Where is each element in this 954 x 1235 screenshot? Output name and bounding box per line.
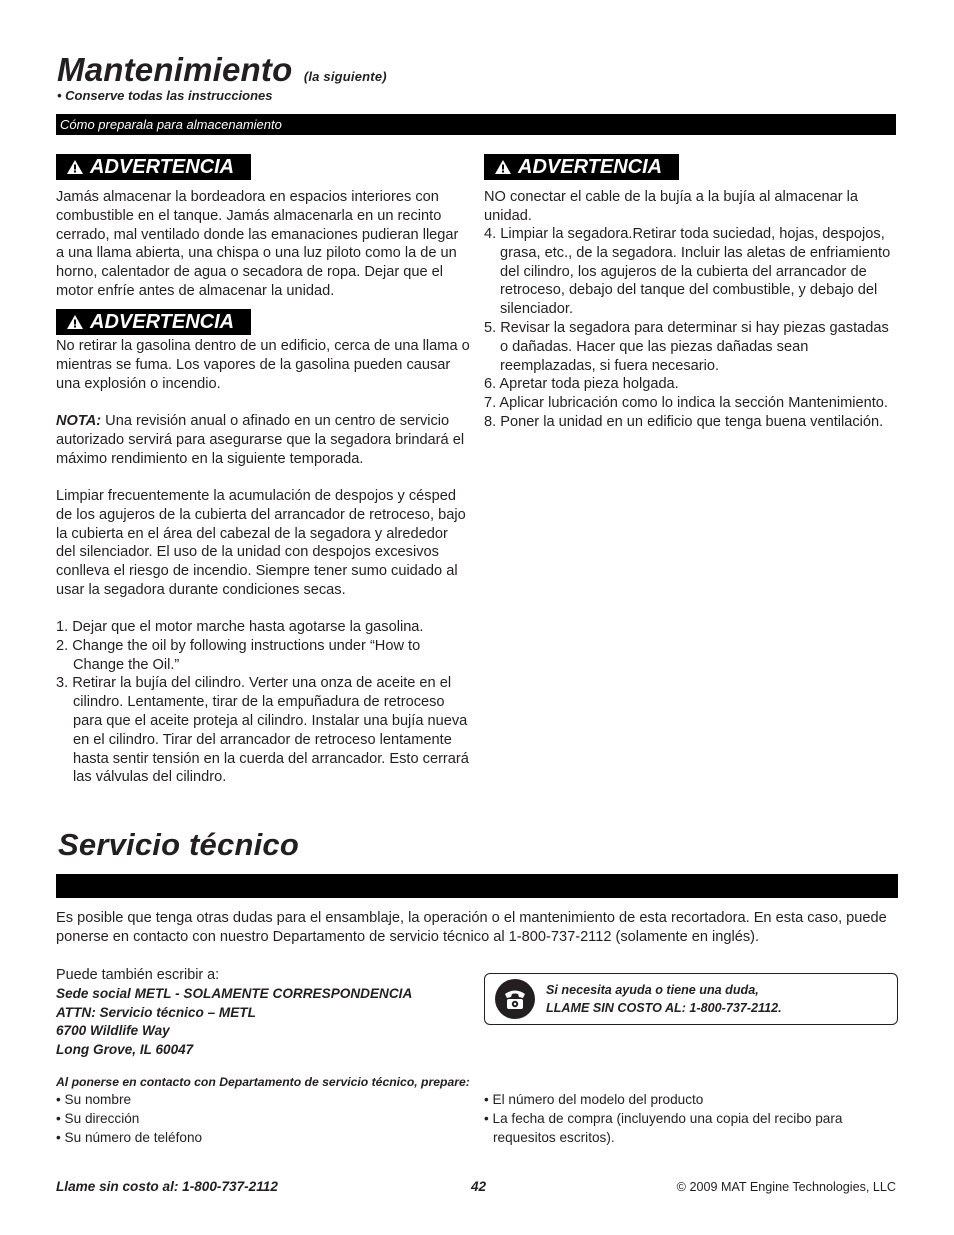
warning-label: ADVERTENCIA [518,156,663,178]
address-line: Long Grove, IL 60047 [56,1042,194,1058]
note [56,412,470,468]
address-block [56,966,466,1060]
prepare-list-left [56,1091,466,1147]
service-intro: Es posible que tenga otras dudas para el ensamblaje, la operación o el mantenimiento de esta recortadora. En esta caso, puede ponerse en contacto con nuestro Departamento de servicio técnico al 1-800-737-2112 (solamente en inglés). [56,910,887,945]
right-steps-list [484,225,894,432]
warning-banner-2 [56,309,251,335]
help-callout [484,973,898,1025]
page-number: 42 [471,1179,487,1194]
warning-triangle-icon [66,314,84,330]
address-line: 6700 Wildlife Way [56,1023,170,1039]
list-item: 1. Dejar que el motor marche hasta agotarse la gasolina. [56,619,424,635]
list-item: 5. Revisar la segadora para determinar si hay piezas gastadas o dañadas. Hacer que las piezas dañadas sean reemplazadas, si fuera necesario. [484,319,889,374]
warning2-text: No retirar la gasolina dentro de un edificio, cerca de una llama o mientras se fuma. Los vapores de la gasolina pueden causar una explosión o incendio. [56,338,470,392]
warning3-text: NO conectar el cable de la bujía a la bujía al almacenar la unidad. [484,189,858,224]
list-item: • El número del modelo del producto [484,1092,704,1107]
callout-line-2: LLAME SIN COSTO AL: 1-800-737-2112. [546,1001,782,1015]
page-title-text: Mantenimiento [57,51,293,88]
page-title-suffix: (la siguiente) [303,69,387,84]
warning-label: ADVERTENCIA [90,311,235,333]
telephone-icon [495,979,535,1019]
subtitle: • Conserve todas las instrucciones [57,88,273,103]
address-line: ATTN: Servicio técnico – METL [56,1004,256,1020]
prepare-heading: Al ponerse en contacto con Departamento de servicio técnico, prepare: [56,1075,470,1089]
left-steps-list [56,618,470,787]
list-item: 2. Change the oil by following instructions under “How to Change the Oil.” [56,637,421,673]
service-title: Servicio técnico [58,827,299,862]
service-bar [56,874,898,898]
list-item: 8. Poner la unidad en un edificio que tenga buena ventilación. [484,413,884,430]
note-text: Una revisión anual o afinado en un centro de servicio autorizado servirá para asegurarse que la segadora brindará el máximo rendimiento en la siguiente temporada. [56,413,465,467]
footer-phone: Llame sin costo al: 1-800-737-2112 [56,1179,278,1194]
warning-triangle-icon [494,159,512,175]
warning-triangle-icon [66,159,84,175]
address-line: Sede social METL - SOLAMENTE CORRESPONDENCIA [56,985,413,1001]
callout-line-1: Si necesita ayuda o tiene una duda, [546,983,759,997]
maintenance-paragraph: Limpiar frecuentemente la acumulación de despojos y césped de los agujeros de la cubierta del arrancador de retroceso, bajo la cubierta en el área del cabezal de la segadora y alrededor del silenciador. El uso de la unidad con despojos excesivos conlleva el riesgo de incendio. Siempre tener sumo cuidado al usar la segadora durante condiciones secas. [56,488,466,598]
list-item: 6. Apretar toda pieza holgada. [484,376,679,393]
warning-label: ADVERTENCIA [90,156,235,178]
callout-text [546,981,782,1017]
prepare-list-right [484,1091,894,1147]
list-item: • La fecha de compra (incluyendo una copia del recibo para requesitos escritos). [484,1110,843,1145]
warning1-text: Jamás almacenar la bordeadora en espacios interiores con combustible en el tanque. Jamás almacenarla en un recinto cerrado, mal ventilado donde las emanaciones pudieran llegar a una llama abierta, una chispa o una luz piloto como la de un horno, calentador de agua o secadora de ropa. Dejar que el motor enfríe antes de almacenar la unidad. [56,189,459,299]
list-item: 4. Limpiar la segadora.Retirar toda suciedad, hojas, despojos, grasa, etc., de la segadora. Incluir las aletas de enfriamiento del cilindro, los agujeros de la cubierta del arrancador de retroceso, debajo del tanque del combustible, y debajo del silenciador. [484,226,891,318]
write-label: Puede también escribir a: [56,967,220,983]
list-item: 7. Aplicar lubricación como lo indica la sección Mantenimiento. [484,395,888,412]
list-item: • Su número de teléfono [56,1129,203,1145]
list-item: • Su nombre [56,1092,132,1107]
list-item: 3. Retirar la bujía del cilindro. Verter una onza de aceite en el cilindro. Lentamente, tirar de la empuñadura de retroceso para que el aceite proteja al cilindro. Instalar una bujía nueva en el cilindro. Tirar del arrancador de retroceso lentamente hasta sentir tensión en la cuerda del arrancador. Esto cerrará las válvulas del cilindro. [56,675,469,786]
warning-banner-1 [56,154,251,180]
warning-banner-3 [484,154,679,180]
list-item: • Su dirección [56,1110,140,1126]
section-bar: Cómo preparala para almacenamiento [56,114,896,135]
note-label: NOTA: [56,413,102,429]
footer-copyright: © 2009 MAT Engine Technologies, LLC [676,1180,896,1194]
